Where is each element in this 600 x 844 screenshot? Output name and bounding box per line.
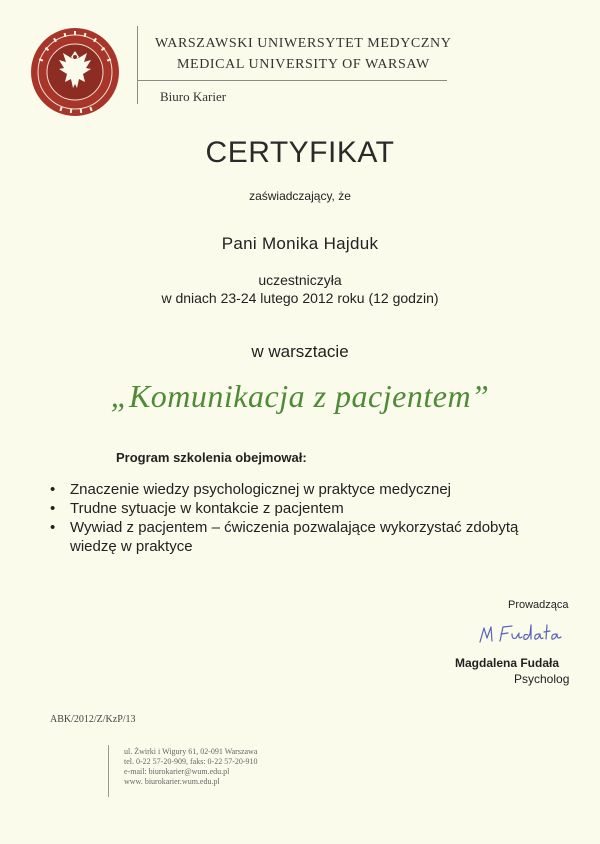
contact-phone: tel. 0-22 57-20-909, faks: 0-22 57-20-910 xyxy=(124,757,258,766)
list-item: • Trudne sytuacje w kontakcie z pacjentem xyxy=(48,499,568,518)
university-name-polish: WARSZAWSKI UNIWERSYTET MEDYCZNY xyxy=(155,36,452,51)
header-divider-horizontal xyxy=(138,80,447,81)
recipient-name: Pani Monika Hajduk xyxy=(221,234,379,253)
header-divider-vertical xyxy=(137,26,138,104)
lead-label: Prowadząca xyxy=(508,599,569,611)
lead-name: Magdalena Fudała xyxy=(455,656,560,670)
signature-icon xyxy=(476,622,566,646)
workshop-dates: w dniach 23-24 lutego 2012 roku (12 godzin) xyxy=(161,290,439,306)
certifies-text: zaświadczający, że xyxy=(249,189,351,203)
lead-role: Psycholog xyxy=(514,672,570,686)
office-name: Biuro Karier xyxy=(160,89,227,104)
university-seal-icon xyxy=(30,27,120,117)
workshop-intro: w warsztacie xyxy=(251,342,349,361)
list-item: • Znaczenie wiedzy psychologicznej w praktyce medycznej xyxy=(48,480,568,499)
program-topics-list xyxy=(48,480,568,556)
contact-website: www. biurokarier.wum.edu.pl xyxy=(124,777,220,786)
reference-number: ABK/2012/Z/KzP/13 xyxy=(50,714,136,725)
certificate-title: CERTYFIKAT xyxy=(205,136,395,169)
participation-text: uczestniczyła xyxy=(258,272,342,288)
list-item: • Wywiad z pacjentem – ćwiczenia pozwalające wykorzystać zdobytą wiedzę w praktyce xyxy=(48,518,568,556)
contact-block xyxy=(124,747,258,787)
workshop-title: „Komunikacja z pacjentem” xyxy=(110,378,490,414)
footer-divider xyxy=(108,745,109,797)
contact-address: ul. Żwirki i Wigury 61, 02-091 Warszawa xyxy=(124,747,258,756)
program-heading: Program szkolenia obejmował: xyxy=(116,450,307,465)
university-name-english: MEDICAL UNIVERSITY OF WARSAW xyxy=(177,57,430,72)
contact-email: e-mail: biurokarier@wum.edu.pl xyxy=(124,767,230,776)
